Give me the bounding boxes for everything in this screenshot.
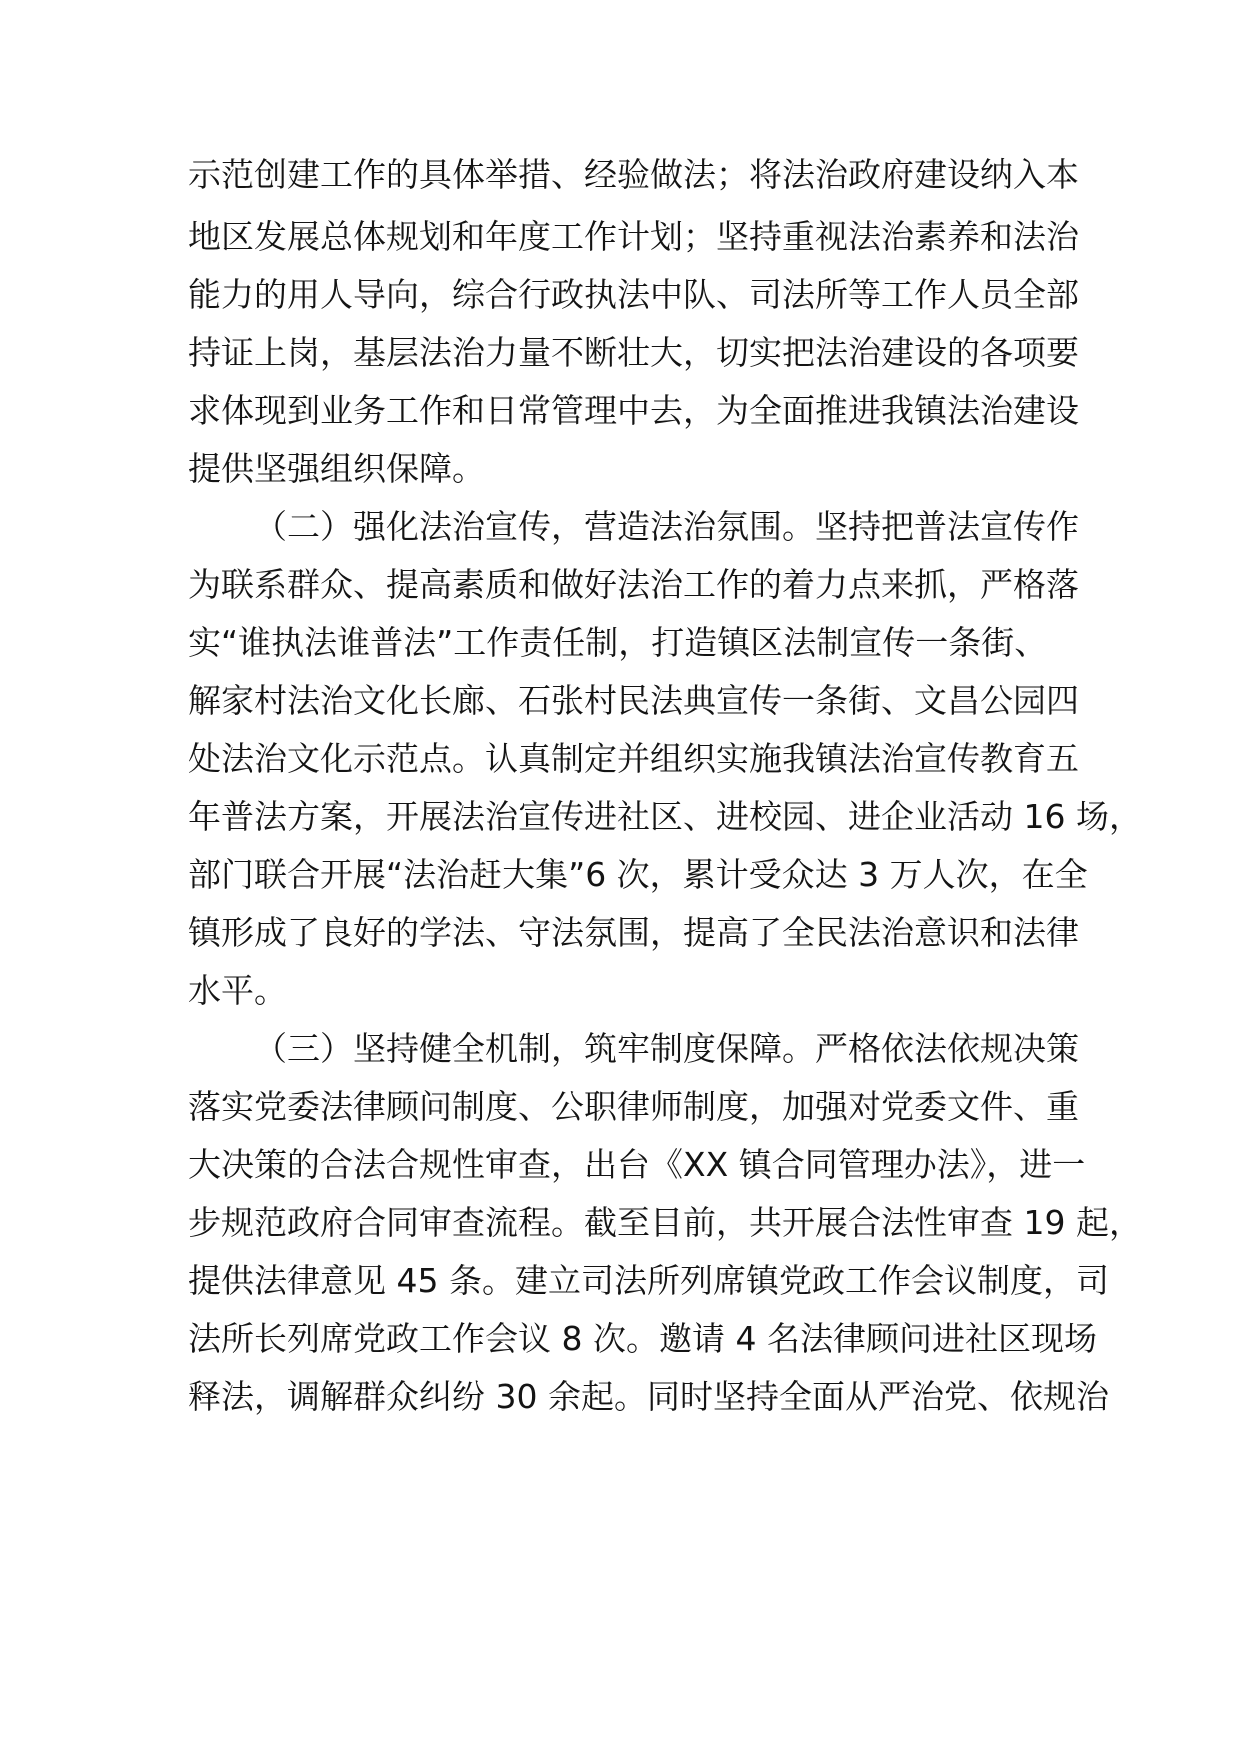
body-text-line: 大决策的合法合规性审查，出台《XX 镇合同管理办法》，进一 [188,1145,1086,1184]
body-text-line: 示范创建工作的具体举措、经验做法；将法治政府建设纳入本 [188,155,1079,194]
body-text-line: 提供坚强组织保障。 [188,449,485,488]
body-text-line: 法所长列席党政工作会议 8 次。邀请 4 名法律顾问进社区现场 [188,1319,1097,1358]
paragraph-heading-line: （三）坚持健全机制，筑牢制度保障。严格依法依规决策 [254,1029,1079,1068]
body-text-line: 地区发展总体规划和年度工作计划；坚持重视法治素养和法治 [188,217,1079,256]
body-text-line: 水平。 [188,971,287,1010]
body-text-line: 部门联合开展“法治赶大集”6 次，累计受众达 3 万人次，在全 [188,855,1088,894]
paragraph-heading-line: （二）强化法治宣传，营造法治氛围。坚持把普法宣传作 [254,507,1079,546]
body-text-line: 解家村法治文化长廊、石张村民法典宣传一条街、文昌公园四 [188,681,1079,720]
body-text-line: 能力的用人导向，综合行政执法中队、司法所等工作人员全部 [188,275,1079,314]
body-text-line: 落实党委法律顾问制度、公职律师制度，加强对党委文件、重 [188,1087,1079,1126]
body-text-line: 释法，调解群众纠纷 30 余起。同时坚持全面从严治党、依规治 [188,1377,1109,1416]
body-text-line: 年普法方案，开展法治宣传进社区、进校园、进企业活动 16 场， [188,797,1142,836]
body-text-line: 实“谁执法谁普法”工作责任制，打造镇区法制宣传一条街、 [188,623,1048,662]
body-text-line: 提供法律意见 45 条。建立司法所列席镇党政工作会议制度，司 [188,1261,1109,1300]
body-text-line: 为联系群众、提高素质和做好法治工作的着力点来抓，严格落 [188,565,1079,604]
body-text-line: 持证上岗，基层法治力量不断壮大，切实把法治建设的各项要 [188,333,1079,372]
body-text-line: 求体现到业务工作和日常管理中去，为全面推进我镇法治建设 [188,391,1079,430]
body-text-line: 处法治文化示范点。认真制定并组织实施我镇法治宣传教育五 [188,739,1079,778]
body-text-line: 步规范政府合同审查流程。截至目前，共开展合法性审查 19 起， [188,1203,1142,1242]
body-text-line: 镇形成了良好的学法、守法氛围，提高了全民法治意识和法律 [188,913,1079,952]
